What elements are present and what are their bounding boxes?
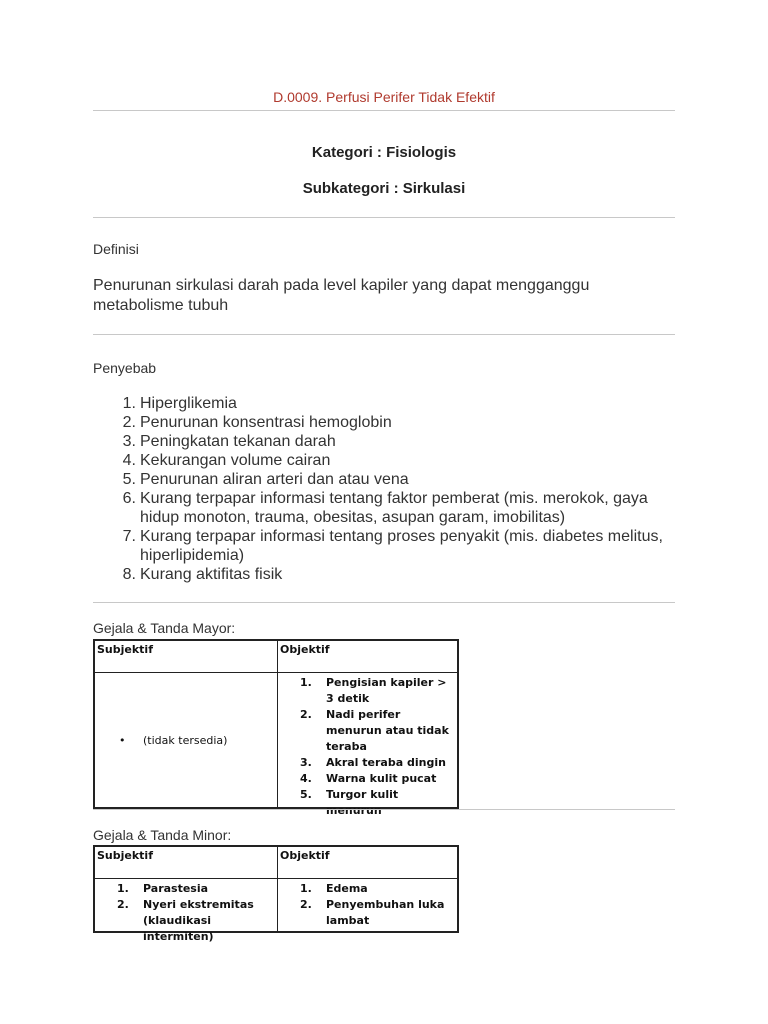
list-item: 1. Parastesia xyxy=(117,882,209,895)
divider xyxy=(93,217,675,218)
divider xyxy=(93,110,675,111)
list-item: 6. Kurang terpapar informasi tentang faktor pemberat (mis. merokok, gaya hidup monoton, trauma, obesitas, asupan garam, imobilitas) xyxy=(122,490,648,526)
col-objektif-header: Objektif xyxy=(280,643,330,656)
list-item: 5. Penurunan aliran arteri dan atau vena xyxy=(122,471,409,488)
kategori-heading: Kategori : Fisiologis xyxy=(311,144,457,161)
subkategori-heading: Subkategori : Sirkulasi xyxy=(302,180,466,197)
col-subjektif-header: Subjektif xyxy=(95,641,278,672)
col-objektif-header: Objektif xyxy=(280,849,330,862)
table-row xyxy=(95,879,457,943)
list-item: 3. Akral teraba dingin xyxy=(300,756,446,769)
minor-table xyxy=(93,845,459,943)
definisi-label: Definisi xyxy=(93,241,139,257)
penyebab-list xyxy=(93,394,675,584)
diagnosis-code-title: D.0009. Perfusi Perifer Tidak Efektif xyxy=(273,89,495,105)
table-header-row xyxy=(95,847,457,879)
subjektif-cell xyxy=(95,673,278,807)
penyebab-label: Penyebab xyxy=(93,360,157,376)
divider xyxy=(93,334,675,335)
bullet-icon: • xyxy=(119,733,126,747)
objektif-cell xyxy=(278,673,457,817)
mayor-label: Gejala & Tanda Mayor: xyxy=(93,620,236,636)
list-item: 1. Edema xyxy=(300,882,368,895)
list-item: 1. Pengisian kapiler > 3 detik xyxy=(300,676,447,705)
subjektif-text: (tidak tersedia) xyxy=(143,733,228,747)
list-item: 4. Kekurangan volume cairan xyxy=(122,452,331,469)
list-item: 2. Penyembuhan luka lambat xyxy=(300,898,445,927)
list-item: 2. Penurunan konsentrasi hemoglobin xyxy=(122,414,392,431)
divider xyxy=(93,602,675,603)
col-subjektif-header: Subjektif xyxy=(95,847,278,878)
list-item: 8. Kurang aktifitas fisik xyxy=(122,566,283,583)
list-item: 1. Hiperglikemia xyxy=(122,395,237,412)
subjektif-cell xyxy=(95,879,278,943)
list-item: 4. Warna kulit pucat xyxy=(300,772,437,785)
objektif-cell xyxy=(278,879,457,931)
mayor-table xyxy=(93,639,459,817)
list-item: 7. Kurang terpapar informasi tentang proses penyakit (mis. diabetes melitus, hiperlipidemia) xyxy=(122,528,663,564)
list-item: 3. Peningkatan tekanan darah xyxy=(122,433,336,450)
table-row xyxy=(95,673,457,817)
list-item: 2. Nyeri ekstremitas (klaudikasi intermiten) xyxy=(117,898,254,943)
list-item: 2. Nadi perifer menurun atau tidak teraba xyxy=(300,708,449,753)
definisi-text: Penurunan sirkulasi darah pada level kapiler yang dapat mengganggu metabolisme tubuh xyxy=(93,277,590,314)
list-item: 5. Turgor kulit menurun xyxy=(300,788,399,817)
divider xyxy=(93,809,675,810)
minor-label: Gejala & Tanda Minor: xyxy=(93,827,232,843)
table-header-row xyxy=(95,641,457,673)
